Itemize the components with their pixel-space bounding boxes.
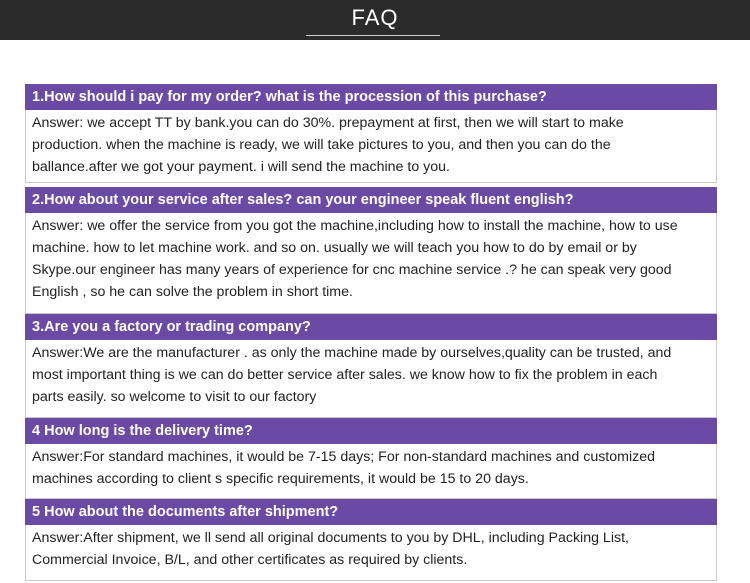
answer-line: Skype.our engineer has many years of experience for cnc machine service .? he can speak very good (32, 262, 672, 278)
answer-line: machine. how to let machine work. and so on. usually we will teach you how to do by email or by (32, 240, 637, 256)
faq-answer (25, 525, 717, 581)
answer-line: production. when the machine is ready, we will take pictures to you, and then you can do the (32, 137, 611, 153)
faq-item-4 (25, 418, 717, 499)
faq-item-1 (25, 84, 717, 183)
faq-question: 3.Are you a factory or trading company? (25, 314, 717, 340)
answer-line: Answer: we offer the service from you got the machine,including how to install the machine, how to use (32, 218, 678, 234)
header-banner (0, 0, 750, 40)
faq-question: 1.How should i pay for my order? what is the procession of this purchase? (25, 84, 717, 110)
faq-answer (25, 110, 717, 183)
answer-line: Answer:After shipment, we ll send all original documents to you by DHL, including Packing List, (32, 530, 629, 546)
faq-item-3 (25, 314, 717, 418)
faq-question: 2.How about your service after sales? can your engineer speak fluent english? (25, 187, 717, 213)
page-title: FAQ (351, 5, 399, 30)
faq-item-5 (25, 499, 717, 581)
answer-line: English , so he can solve the problem in short time. (32, 284, 353, 300)
answer-line: ballance.after we got your payment. i will send the machine to you. (32, 159, 450, 175)
title-underline (306, 35, 440, 36)
faq-question: 4 How long is the delivery time? (25, 418, 717, 444)
faq-answer (25, 340, 717, 418)
answer-line: Answer:For standard machines, it would be 7-15 days; For non-standard machines and customized (32, 449, 655, 465)
answer-line: Answer:We are the manufacturer . as only the machine made by ourselves,quality can be trusted, and (32, 345, 672, 361)
answer-line: most important thing is we can do better service after sales. we know how to fix the problem in each (32, 367, 658, 383)
faq-answer (25, 213, 717, 314)
faq-item-2 (25, 187, 717, 314)
answer-line: Answer: we accept TT by bank.you can do 30%. prepayment at first, then we will start to make (32, 115, 624, 131)
faq-answer (25, 444, 717, 499)
answer-line: Commercial Invoice, B/L, and other certificates as required by clients. (32, 552, 468, 568)
answer-line: machines according to client s specific requirements, it would be 15 to 20 days. (32, 471, 529, 487)
answer-line: parts easily. so welcome to visit to our factory (32, 389, 317, 405)
faq-question: 5 How about the documents after shipment? (25, 499, 717, 525)
